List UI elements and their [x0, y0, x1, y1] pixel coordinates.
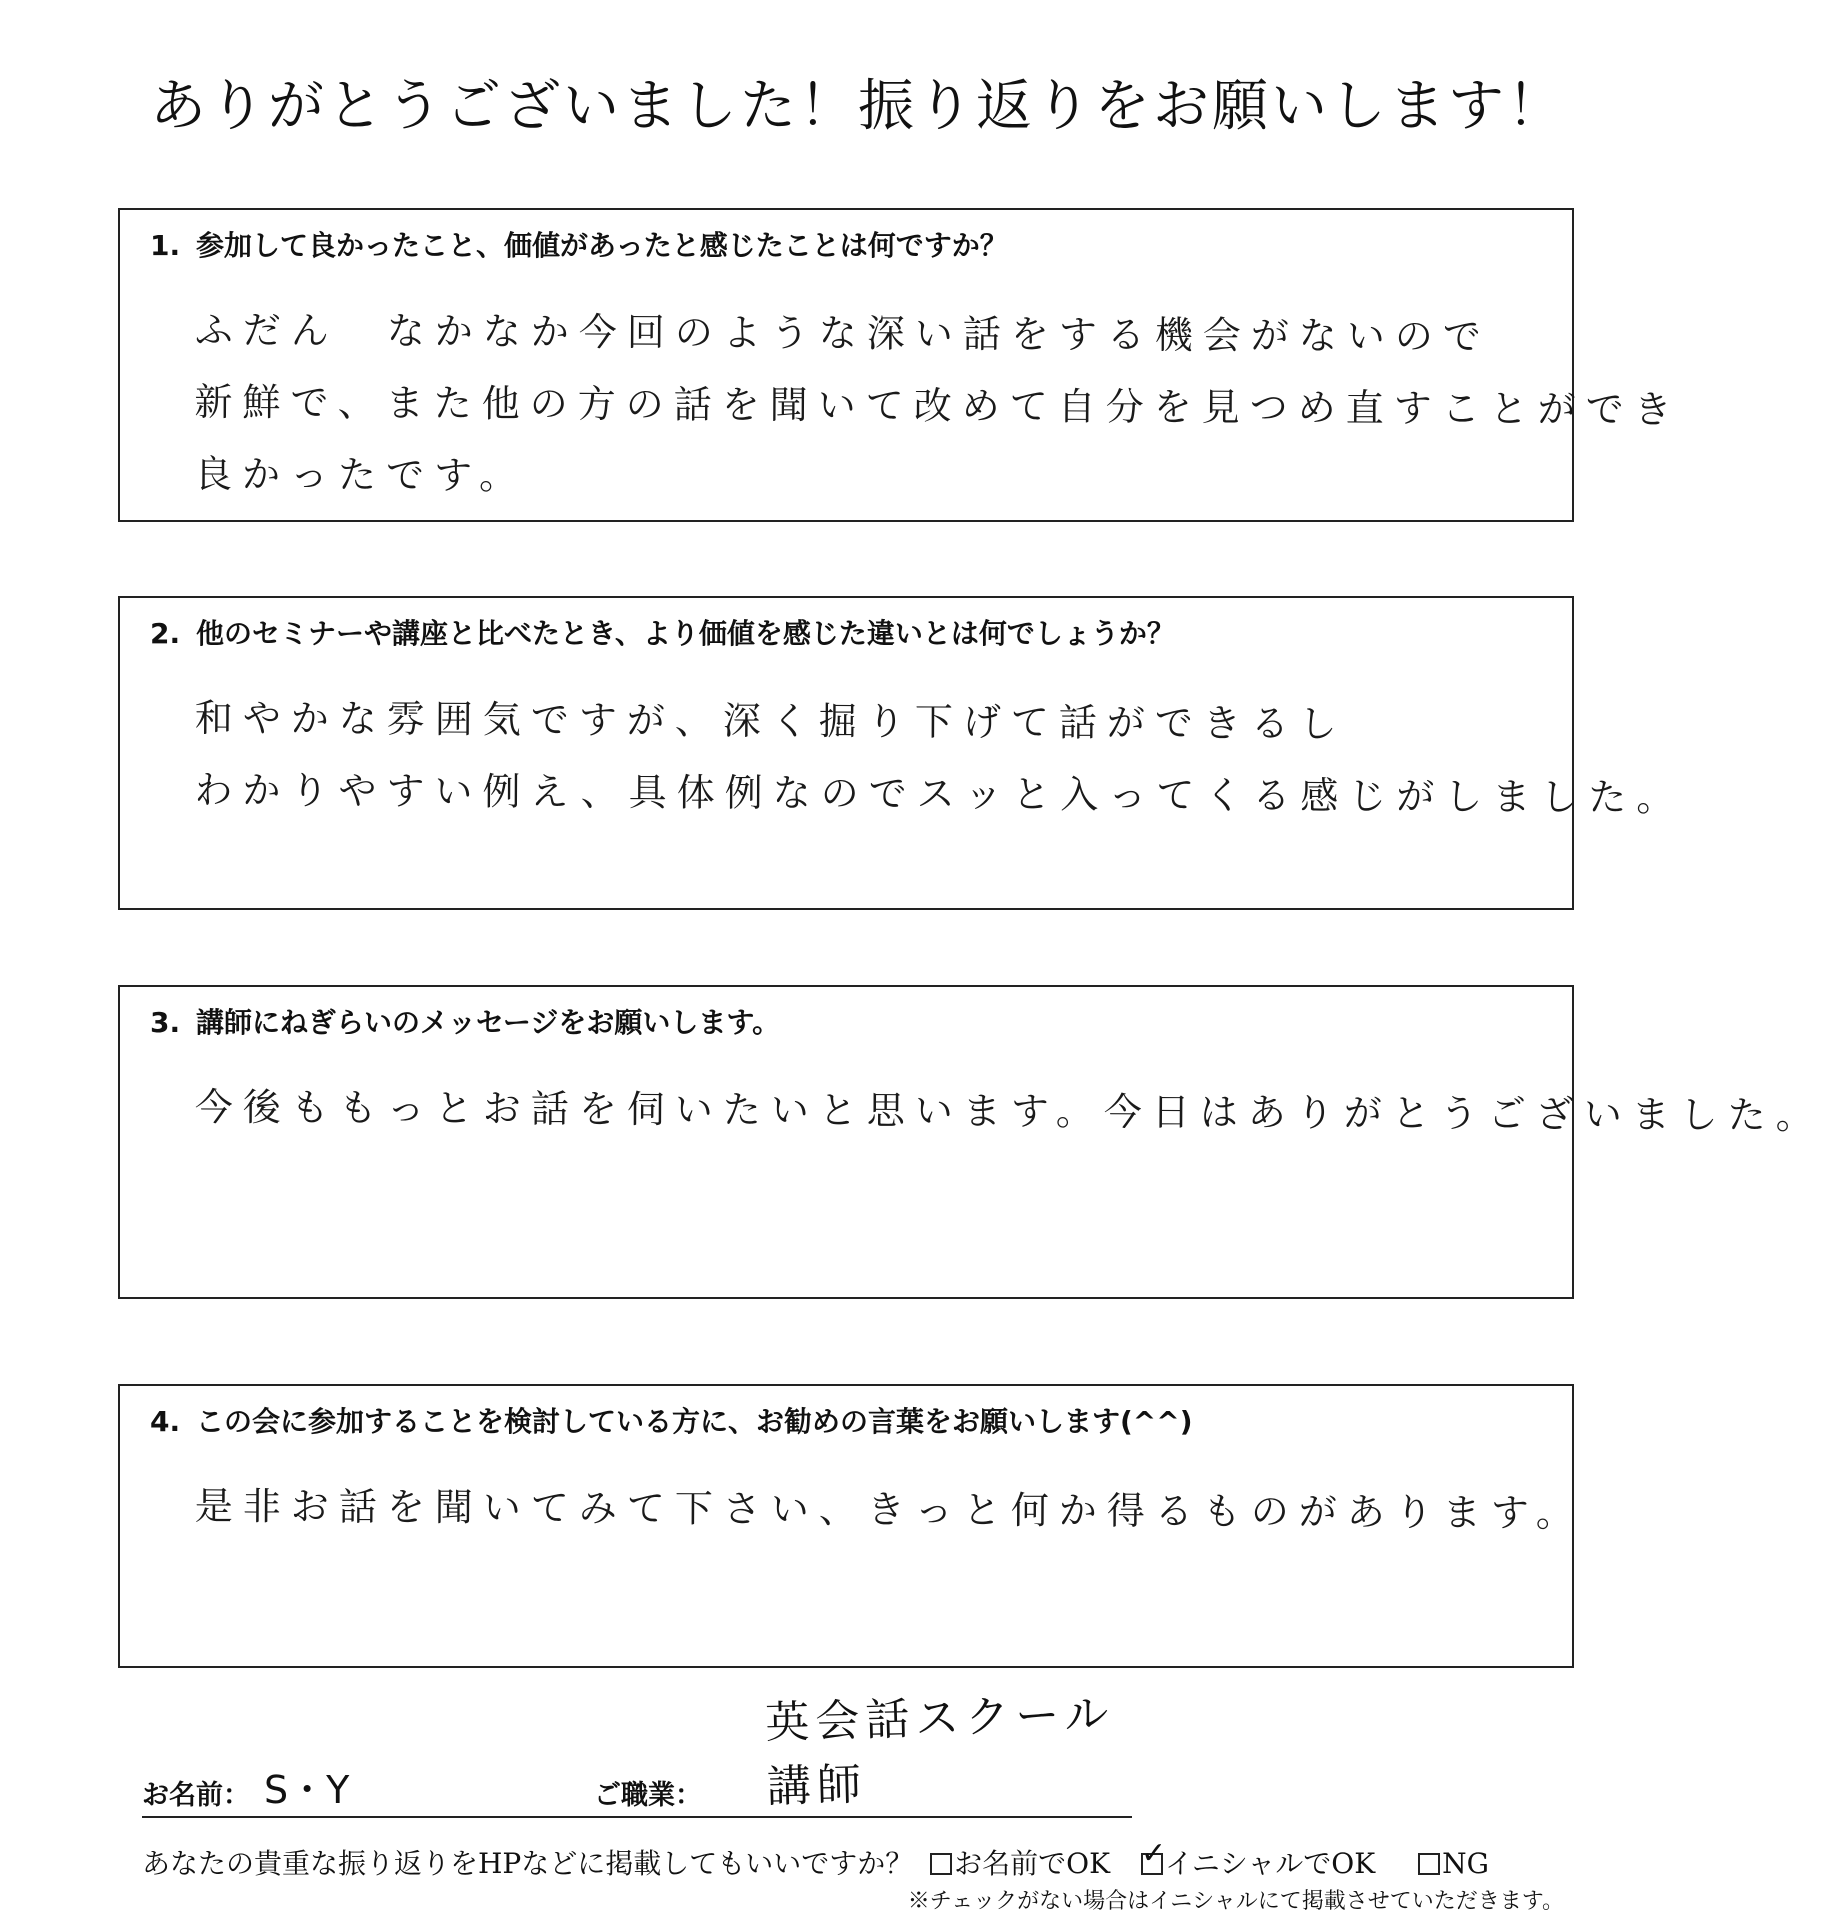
answer-line: わかりやすい例え、具体例なのでスッと入ってくる感じがしました。 — [194, 767, 1685, 820]
answer-line: 是非お話を聞いてみて下さい、きっと何か得るものがあります。 — [194, 1483, 1584, 1536]
handwritten-answer — [194, 682, 1685, 833]
option-initial-ok[interactable] — [1141, 1842, 1375, 1882]
answer-line: ふだん なかなか今回のような深い話をする機会がないので — [194, 307, 1491, 359]
question-heading — [150, 1001, 780, 1041]
question-heading — [150, 1400, 1193, 1440]
question-box-4 — [118, 1384, 1584, 1668]
handwritten-answer — [194, 1470, 1584, 1549]
answer-line: 今後ももっとお話を伺いたいと思います。今日はありがとうございました。 — [194, 1084, 1824, 1138]
question-box-2 — [118, 596, 1685, 910]
option-name-ok[interactable] — [930, 1842, 1110, 1882]
answer-line: 良かったです。 — [193, 451, 528, 498]
option-label: イニシャルでOK — [1164, 1847, 1376, 1880]
question-text: 他のセミナーや講座と比べたとき、より価値を感じた違いとは何でしょうか？ — [196, 617, 1175, 650]
question-text: この会に参加することを検討している方に、お勧めの言葉をお願いします(^^) — [196, 1405, 1193, 1438]
handwritten-answer — [194, 1071, 1824, 1150]
question-text: 参加して良かったこと、価値があったと感じたことは何ですか？ — [196, 229, 1008, 262]
question-heading — [150, 612, 1175, 652]
question-number: 3. — [150, 1006, 181, 1039]
answer-line: 新鮮で、また他の方の話を聞いて改めて自分を見つめ直すことができ — [194, 379, 1682, 432]
question-heading — [150, 224, 1008, 264]
footnote: ※チェックがない場合はイニシャルにて掲載させていただきます。 — [907, 1889, 1564, 1914]
name-label: お名前： — [142, 1780, 250, 1811]
question-text: 講師にねぎらいのメッセージをお願いします。 — [196, 1006, 781, 1039]
respondent-info — [142, 1688, 1132, 1818]
question-box-1 — [118, 208, 1682, 522]
question-number: 2. — [150, 617, 181, 650]
option-label: お名前でOK — [954, 1847, 1111, 1880]
job-label: ご職業： — [594, 1780, 702, 1811]
publish-consent — [142, 1842, 1572, 1882]
option-ng[interactable] — [1418, 1847, 1489, 1880]
handwritten-answer — [193, 294, 1682, 517]
answer-line: 和やかな雰囲気ですが、深く掘り下げて話ができるし — [194, 695, 1347, 747]
question-number: 4. — [150, 1405, 181, 1438]
name-value: S・Y — [264, 1768, 350, 1812]
option-label: NG — [1442, 1847, 1489, 1880]
question-box-3 — [118, 985, 1824, 1299]
consent-question: あなたの貴重な振り返りをHPなどに掲載してもいいですか？ — [142, 1847, 914, 1880]
page-title: ありがとうございました！振り返りをお願いします！ — [150, 74, 1566, 139]
checkbox-icon[interactable] — [1418, 1853, 1440, 1875]
job-value: 英会話スクール講師 — [764, 1688, 1116, 1813]
checked-checkbox-icon[interactable] — [1141, 1853, 1163, 1875]
question-number: 1. — [150, 229, 181, 262]
checkbox-icon[interactable] — [930, 1853, 952, 1875]
